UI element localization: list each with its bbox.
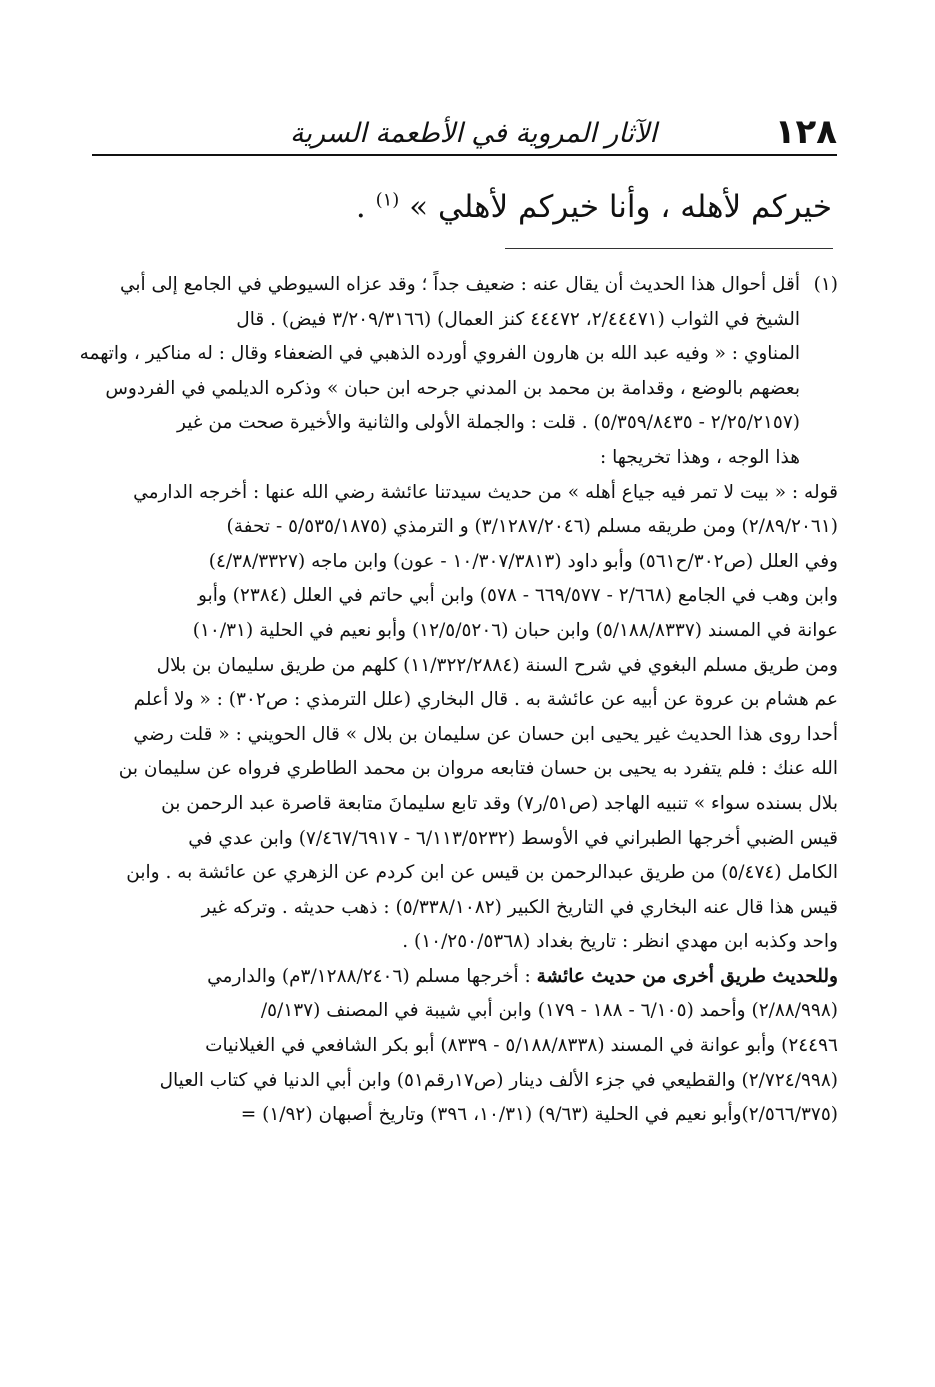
footnote-line: (٢/٨٩/٢٠٦١) ومن طريقه مسلم (٣/١٢٨٧/٢٠٤٦) و الترمذي (٥/٥٣٥/١٨٧٥ - تحفة) <box>226 516 838 538</box>
footnotes <box>79 268 838 1133</box>
page-header <box>92 95 837 155</box>
footnote-line: قيس هذا قال عنه البخاري في التاريخ الكبير (٥/٣٣٨/١٠٨٢) : ذهب حديثه . وتركه غير <box>201 896 838 918</box>
main-text <box>92 178 832 236</box>
footnote-line: وابن وهب في الجامع (٢/٦٦٨ - ٦٦٩/٥٧٧ - ٥٧٨) وابن أبي حاتم في العلل (٢٣٨٤) وأبو <box>198 585 838 607</box>
footnote-line: هذا الوجه ، وهذا تخريجها : <box>600 446 800 468</box>
footnote-line: بلال بسنده سواء » تنبيه الهاجد (ص٥١/ر٧) وقد تابع سليمانَ متابعة قاصرة عبد الرحمن بن <box>161 792 838 814</box>
footnote-line: الشيخ في الثواب (٢/٤٤٤٧١، ٤٤٤٧٢ كنز العمال) (٣/٢٠٩/٣١٦٦ فيض) . قال <box>236 308 800 330</box>
footnote-line: وفي العلل (ص٣٠٢/ح٥٦١) وأبو داود (١٠/٣٠٧/٣٨١٣ - عون) وابن ماجه (٤/٣٨/٣٣٢٧) <box>208 550 838 572</box>
footnote-line: ومن طريق مسلم البغوي في شرح السنة (١١/٣٢٢/٢٨٨٤) كلهم من طريق سليمان بن بلال <box>156 654 838 676</box>
footnote-marker: (١) <box>813 274 838 295</box>
footnote-line: (٢/٨٨/٩٩٨) وأحمد (٦/١٠٥ - ١٨٨ - ١٧٩) وابن أبي شيبة في المصنف (٥/١٣٧/ <box>260 1000 838 1022</box>
footnote-bold-lead: وللحديث طريق أخرى من حديث عائشة <box>536 965 838 987</box>
running-title: الآثار المروية في الأطعمة السرية <box>290 118 657 149</box>
footnote-paragraph-1 <box>80 268 800 476</box>
footnote-line-rest: : أخرجها مسلم (٣/١٢٨٨/٢٤٠٦م) والدارمي <box>207 965 537 987</box>
header-rule <box>92 154 837 156</box>
main-text-end-mark: . <box>355 189 366 225</box>
footnote-line: المناوي : « وفيه عبد الله بن هارون الفروي أورده الذهبي في الضعفاء وقال : له مناكير ، واتهمه <box>79 343 800 365</box>
footnote-line: عم هشام بن عروة عن أبيه عن عائشة به . قال البخاري (علل الترمذي : ص٣٠٢) : « ولا أعلم <box>133 689 838 711</box>
footnote-reference: (١) <box>375 189 400 211</box>
footnote-line: الكامل (٥/٤٧٤) من طريق عبدالرحمن بن قيس عن ابن كردم عن الزهري عن عائشة به . وابن <box>126 862 838 884</box>
footnote-line: قوله : « بيت لا تمر فيه جياع أهله » من حديث سيدتنا عائشة رضي الله عنها : أخرجه الدارمي <box>133 481 838 503</box>
footnote-paragraph-2 <box>88 476 838 960</box>
footnote-1 <box>79 268 838 476</box>
footnote-line: أقل أحوال هذا الحديث أن يقال عنه : ضعيف جداً ؛ وقد عزاه السيوطي في الجامع إلى أبي <box>119 274 800 295</box>
footnote-line: الله عنك : فلم يتفرد به يحيى بن حسان فتابعه مروان بن محمد الطاطري فرواه عن سليمان بن <box>118 758 838 780</box>
main-text-content: خيركم لأهله ، وأنا خيركم لأهلي » <box>409 189 832 225</box>
footnote-line: قيس الضبي أخرجها الطبراني في الأوسط (٦/١١٣/٥٢٣٢ - ٧/٤٦٧/٦٩١٧) وابن عدي في <box>188 827 838 849</box>
footnote-separator <box>505 248 833 249</box>
footnote-paragraph-3 <box>88 960 838 1133</box>
footnote-line: عوانة في المسند (٥/١٨٨/٨٣٣٧) وابن حبان (١٢/٥/٥٢٠٦) وأبو نعيم في الحلية (١٠/٣١) <box>192 619 838 641</box>
page-number: ١٢٨ <box>774 112 837 152</box>
footnote-line: ٢٤٤٩٦) وأبو عوانة في المسند (٥/١٨٨/٨٣٣٨ - ٨٣٣٩) أبو بكر الشافعي في الغيلانيات <box>205 1035 838 1057</box>
footnote-line <box>88 960 838 995</box>
footnote-line: (٢/٧٢٤/٩٩٨) والقطيعي في جزء الألف دينار (ص١٧رقم٥١) وابن أبي الدنيا في كتاب العيال <box>159 1069 838 1091</box>
footnote-line: أحدا روى هذا الحديث غير يحيى ابن حسان عن سليمان بن بلال » قال الحويني : « قلت رضي <box>133 723 838 745</box>
footnote-line: واحد وكذبه ابن مهدي انظر : تاريخ بغداد (١٠/٢٥٠/٥٣٦٨) . <box>402 931 838 953</box>
footnote-line: (٢/٥٦٦/٣٧٥)وأبو نعيم في الحلية (٩/٦٣) (١٠/٣١، ٣٩٦) وتاريخ أصبهان (١/٩٢) = <box>240 1104 838 1126</box>
footnote-line: بعضهم بالوضع ، وقدامة بن محمد بن المدني جرحه ابن حبان » وذكره الديلمي في الفردوس <box>105 377 800 399</box>
footnote-line: (٢/٢٥/٢١٥٧ - ٥/٣٥٩/٨٤٣٥) . قلت : والجملة الأولى والثانية والأخيرة صحت من غير <box>177 412 800 434</box>
